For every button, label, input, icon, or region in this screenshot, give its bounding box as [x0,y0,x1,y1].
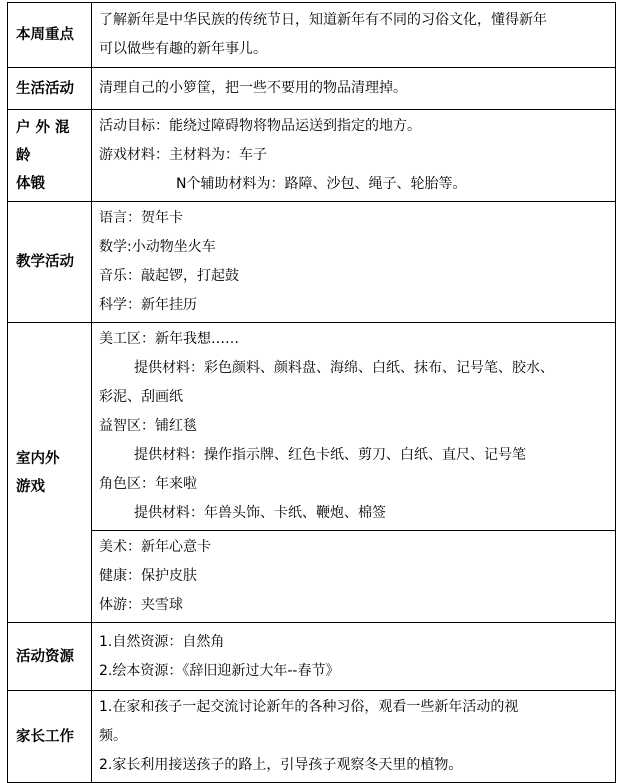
row-games [8,323,616,531]
text-line: 1.自然资源：自然角 [99,633,225,650]
row-games-sub [8,531,616,623]
text-line: 体游：夹雪球 [99,597,183,613]
game-materials-aux: N个辅助材料为：路障、沙包、绳子、轮胎等。 [176,176,467,192]
area-puzzle: 益智区：铺红毯 [99,418,197,434]
text-line: 语言：贺年卡 [99,210,183,226]
header-outdoor-exercise [8,110,92,202]
header-parent-work: 家长工作 [8,691,92,783]
header-games [8,323,92,623]
area-art-materials: 提供材料：彩色颜料、颜料盘、海绵、白纸、抹布、记号笔、胶水、 [134,360,554,376]
header-weekly-focus: 本周重点 [8,3,92,68]
game-materials-main: 游戏材料：主材料为：车子 [99,147,267,163]
header-activity-resources: 活动资源 [8,623,92,691]
text-line: 清理自己的小箩筐，把一些不要用的物品清理掉。 [99,80,407,96]
content-teaching-activity [92,202,616,323]
text-line: 2.家长利用接送孩子的路上，引导孩子观察冬天里的植物。 [99,757,463,773]
content-activity-resources [92,623,616,691]
text-line: 1.在家和孩子一起交流讨论新年的各种习俗，观看一些新年活动的视 [99,699,519,715]
row-activity-resources [8,623,616,691]
content-outdoor-exercise [92,110,616,202]
text-line: 美术：新年心意卡 [99,539,211,555]
area-art: 美工区：新年我想…… [99,331,239,347]
header-line: 户外混龄 [16,119,75,164]
row-outdoor-exercise [8,110,616,202]
row-life-activity [8,68,616,110]
area-art-materials-cont: 彩泥、刮画纸 [99,389,183,405]
content-life-activity [92,68,616,110]
header-line: 体锻 [16,175,45,192]
row-weekly-focus [8,3,616,68]
text-line: 健康：保护皮肤 [99,568,197,584]
activity-goal: 活动目标：能绕过障碍物将物品运送到指定的地方。 [99,118,421,134]
area-puzzle-materials: 提供材料：操作指示牌、红色卡纸、剪刀、白纸、直尺、记号笔 [134,447,526,463]
header-line: 游戏 [16,478,45,495]
row-teaching-activity [8,202,616,323]
text-line: 频。 [99,728,127,744]
weekly-plan-table [7,2,616,783]
area-role-materials: 提供材料：年兽头饰、卡纸、鞭炮、棉签 [134,505,386,521]
text-line: 数学:小动物坐火车 [99,239,216,255]
content-games-areas [92,323,616,531]
text-line: 了解新年是中华民族的传统节日，知道新年有不同的习俗文化，懂得新年 [99,12,547,28]
text-line: 科学：新年挂历 [99,297,197,313]
area-role: 角色区：年来啦 [99,476,197,492]
text-line: 可以做些有趣的新年事儿。 [99,41,267,57]
text-line: 2.绘本资源：《辞旧迎新过大年--春节》 [99,662,340,679]
header-life-activity: 生活活动 [8,68,92,110]
content-weekly-focus [92,3,616,68]
header-teaching-activity: 教学活动 [8,202,92,323]
text-line: 音乐：敲起锣，打起鼓 [99,268,239,284]
content-games-sub [92,531,616,623]
header-line: 室内外 [16,450,60,467]
